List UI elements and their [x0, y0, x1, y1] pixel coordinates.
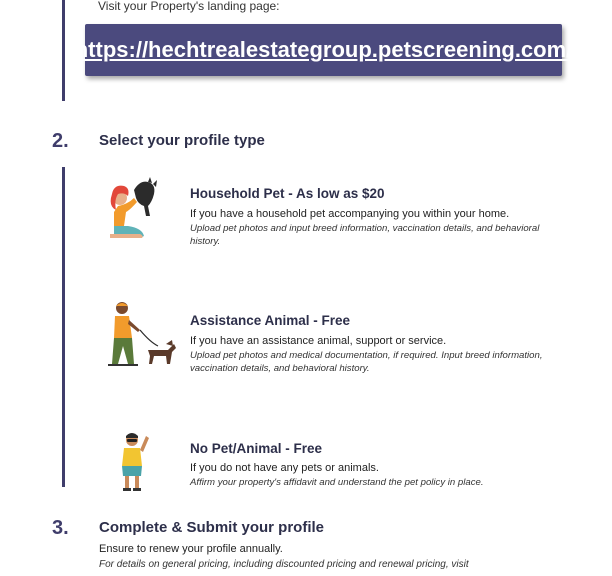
- no-pet-title: No Pet/Animal - Free: [190, 441, 323, 456]
- household-pet-detail: Upload pet photos and input breed information, vaccination details, and behavioral history.: [190, 223, 540, 247]
- step-title: Select your profile type: [99, 132, 265, 149]
- intro-text: Visit your Property's landing page:: [98, 0, 280, 13]
- step1-timeline-line: [62, 0, 65, 101]
- landing-page-url-box: [74, 24, 573, 76]
- step-number: 2.: [52, 130, 69, 152]
- assistance-animal-title: Assistance Animal - Free: [190, 313, 351, 328]
- person-hugging-cat-icon: [104, 176, 160, 242]
- landing-page-url-link[interactable]: https://hechtrealestategroup.petscreening.com/: [74, 37, 573, 62]
- step-title: Complete & Submit your profile: [99, 519, 325, 536]
- no-pet-detail: Affirm your property's affidavit and understand the pet policy in place.: [190, 477, 484, 488]
- no-pet-description: If you do not have any pets or animals.: [190, 462, 379, 474]
- pricing-details-note: For details on general pricing, including discounted pricing and renewal pricing, visit: [99, 559, 469, 570]
- step-number: 3.: [52, 517, 69, 539]
- person-walking-dog-icon: [102, 300, 178, 368]
- renew-instruction: Ensure to renew your profile annually.: [99, 543, 283, 555]
- step2-timeline-line: [62, 167, 65, 487]
- assistance-animal-detail: Upload pet photos and medical documentation, if required. Input breed information, vaccination details, and behavioral history.: [190, 350, 543, 374]
- person-waving-icon: [116, 430, 152, 492]
- assistance-animal-description: If you have an assistance animal, support or service.: [190, 335, 447, 347]
- household-pet-title: Household Pet - As low as $20: [190, 186, 385, 201]
- household-pet-description: If you have a household pet accompanying you within your home.: [190, 208, 510, 220]
